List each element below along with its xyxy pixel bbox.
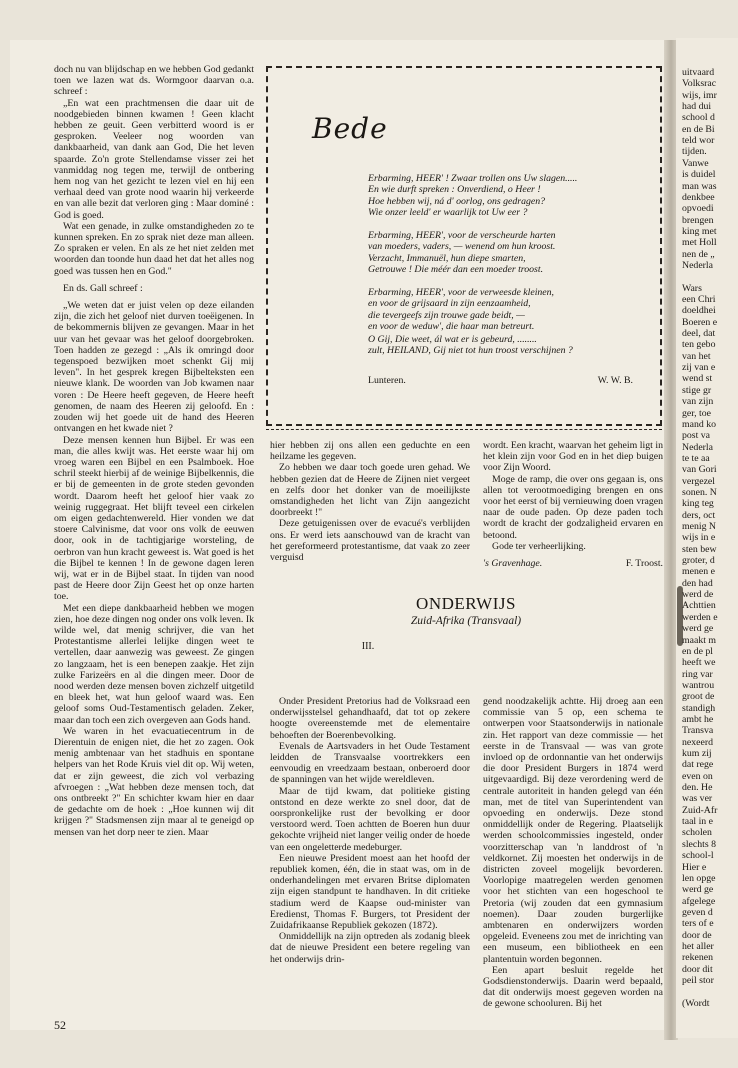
next-page-line: uitvaard — [682, 67, 715, 78]
poem-title: Bede — [312, 112, 388, 145]
next-page-line: Volksrac — [682, 78, 717, 90]
next-page-line: Transva — [682, 725, 714, 737]
next-page-line: wend st — [682, 373, 713, 385]
next-page-line: school d — [682, 112, 715, 124]
next-page-line: wijs, imr — [682, 89, 717, 101]
next-page-line: kum zij — [682, 748, 712, 759]
next-page-line: rekenen — [682, 952, 714, 964]
next-page-line: denkbee — [682, 191, 715, 203]
section-number: III. — [361, 641, 375, 652]
poem-stanza — [368, 287, 658, 333]
next-page-line: van zijn — [682, 396, 714, 408]
next-page-line: werd ge — [682, 623, 714, 635]
poem-line: O Gij, Die weet, ál wat er is gebeurd, ........ — [368, 334, 537, 345]
next-page-line: slechts 8 — [682, 838, 717, 850]
text-column-middle-top — [270, 440, 470, 563]
next-page-line: Nederla — [682, 259, 714, 271]
next-page-line: even on — [682, 770, 713, 782]
poem-line: Wie onzer leeld' er waarlijk tot Uw eer ? — [368, 207, 528, 219]
poem-line: Erbarming, HEER' ! Zwaar trollen ons Uw slagen..... — [368, 173, 578, 184]
next-page-line: taal in e — [682, 816, 714, 828]
next-page-line: Vanwe — [682, 157, 709, 169]
next-page-line: groter, d — [682, 555, 715, 567]
next-page-line: nen de „ — [682, 248, 715, 260]
next-page-line: van Gori — [682, 464, 717, 476]
text-column-middle-bottom — [270, 696, 470, 965]
paragraph: doch nu van blijdschap en we hebben God gedankt toen we lazen wat ds. Wormgoor daarvan o.a. schreef : — [54, 64, 254, 98]
paragraph: Gode ter verheerlijking. — [492, 540, 586, 552]
poem-line: zult, HEILAND, Gij niet tot hun troost verschijnen ? — [368, 345, 573, 357]
next-page-line: heeft we — [682, 657, 716, 669]
paragraph: Maar de tijd kwam, dat politieke gisting ontstond en deze werkte zo snel door, dat de oorspronkelijke rust der bevolking er door verstoord werd. Toen achtten de Boeren hun duur gekochte vrijheid niet langer veilig onder de hoede van een ongeletterde medeburger. — [270, 785, 470, 853]
next-page-line: (Wordt — [682, 997, 710, 1009]
next-page-line: werden e — [682, 611, 718, 623]
paragraph: Deze getuigenissen over de evacué's verblijden ons. Er werd iets aanschouwd van de kracht van het gereformeerd protestantisme, dat vaak zo zeer verguisd — [270, 518, 470, 564]
poem-place: Lunteren. — [368, 375, 406, 386]
next-page-line: van het — [682, 350, 711, 362]
next-page-line: en de pl — [682, 645, 714, 657]
next-page-line: Wars — [682, 282, 702, 294]
next-page-line: geven d — [682, 906, 713, 918]
next-page-line: deel, dat — [682, 328, 716, 340]
poem-line: en voor de grijsaard in zijn eenzaamheid, — [368, 298, 531, 310]
next-page-line: sten bew — [682, 543, 717, 555]
divider-rule — [266, 429, 662, 430]
next-page-line: een Chri — [682, 294, 716, 305]
poem-line: Verzacht, Immanuël, hun diepe smarten, — [368, 252, 526, 264]
paragraph: Een nieuwe President moest aan het hoofd der republiek komen, één, die in staat was, om in de onderhandelingen met ervaren Britse diplomaten zijn eigen standpunt te handhaven. In dit critieke stadium werd de Kaapse oud-minister van Eredienst, Thomas F. Burgers, tot President der Zuidafrikaanse Republiek gekozen (1872). — [270, 852, 470, 932]
paragraph: Met een diepe dankbaarheid hebben we mogen zien, hoe deze dingen nog onder ons volk leven. Ik wilde wel, dat menig schrijver, die van het Protestantisme allerlei lelijke dingen weet te vertellen, daar aanwezig was geweest. Ze gingen zo langzaam, het is een benepen zaakje. Het zijn zulke Farizeërs en al die dingen meer. Door de nood werden deze mensen boven zichzelf uitgetild en bleek het, wat hun geloof waard was. Een geloof soms Oud-Testamentisch geladen. Zeker, maar dan toch een zich overgeven aan Gods hand. — [54, 602, 254, 726]
poem-line: Erbarming, HEER', voor de verscheurde harten — [368, 230, 556, 241]
poem-box — [266, 66, 662, 426]
next-page-line: teld wor — [682, 135, 715, 147]
next-page-line: peil stor — [682, 975, 714, 986]
next-page-line: te te aa — [682, 452, 710, 464]
next-page-line: man was — [682, 180, 717, 192]
article-title: ONDERWIJS — [416, 594, 516, 613]
next-page-line: door dit — [682, 963, 713, 975]
page-number: 52 — [54, 1018, 66, 1032]
next-page-line: school-l — [682, 850, 714, 862]
text-column-right-bottom — [483, 696, 663, 1010]
next-page-line: Boeren e — [682, 316, 718, 328]
paragraph: En ds. Gall schreef : — [63, 282, 143, 294]
next-page-line: had dui — [682, 101, 712, 113]
paragraph: Onder President Pretorius had de Volksraad een onderwijsstelsel gehandhaafd, dat tot op zekere hoogte overeenstemde met de elementaire behoeften der Boerenbevolking. — [270, 696, 470, 741]
text-column-left — [54, 64, 254, 838]
paragraph: Wat een genade, in zulke omstandigheden zo te kunnen spreken. En zo sprak niet deze man alleen. Zo spraken er velen. En als ze het niet zelden met woorden dan toonde hun daad het dat het alles nog goed was tussen hen en God." — [54, 220, 254, 277]
poem-stanza — [368, 334, 658, 357]
article-signature — [483, 558, 663, 569]
poem-line: die tevergeefs zijn trouwe gade beidt, — — [368, 309, 525, 321]
next-page-line: nexeerd — [682, 736, 714, 748]
next-page-line: Zuid-Afr — [682, 804, 718, 816]
poem-line: En wie durft spreken : Onverdiend, o Heer ! — [368, 184, 541, 196]
next-page-line: scholen — [682, 827, 712, 839]
next-page-line: brengen — [682, 214, 714, 226]
paragraph: „We weten dat er juist velen op deze eilanden zijn, die zich het geloof niet durven toeëigenen. In de bekommernis blijven ze gevangen. Maar in het uur van het gevaar was het geloof doorgebroken. Toen hadden ze gezegd : „Als ik omringd door tegenspoed bezwijken moet schenkt Gij mij leven". In het gesprek kregen Bijbelteksten een nieuwe klank. De woorden van Job kwamen naar voren : De Heere heeft gegeven, de Heere heeft genomen, de naam des Heeren zij geloofd. En : zouden wij het goede uit de hand des Heeren ontvangen en het kwade niet ? — [54, 300, 254, 435]
next-page-line: standigh — [682, 702, 716, 714]
paragraph: Moge de ramp, die over ons gegaan is, ons allen tot verootmoediging brengen en ons voor het eerst of bij vernieuwing doen vragen naar de oude paden. Op deze paden toch wordt de kracht der godzaligheid ervaren en betoond. — [483, 473, 663, 541]
paragraph: Deze mensen kennen hun Bijbel. Er was een man, die alles kwijt was. Het eerste waar hij om vroeg waren een Bijbel en een Psalmboek. Hoe schril steekt hierbij af de weinige Bijbelkennis, die er bij de gemeenten in de grote steden gevonden wordt. Daarom heeft het geloof hier vaak zo weinig ruggegraat. Het blijft teveel een cirkelen om eigen gedachtenwereld. Hier vonden we dat stoere Calvinisme, dat voor ons volk de eeuwen door, ook in de tachtigjarige worsteling, de oerbron van hun kracht geweest is. Wat goed is het die Bijbel te kennen ! In de gewone dagen leren wij, wat er in de Bijbel staat. In tijden van nood past de Heere door Zijn Geest het op onze harten toe. — [54, 434, 254, 603]
article-heading — [270, 594, 662, 652]
poem-stanza — [368, 230, 658, 276]
next-page-line: ten gebo — [682, 339, 716, 351]
poem-line: Erbarming, HEER', voor de verweesde kleinen, — [368, 287, 555, 298]
next-page-line: het aller — [682, 940, 714, 952]
next-page-line: den had — [682, 577, 713, 589]
next-page-line: tijden. — [682, 146, 707, 158]
next-page-line: den. He — [682, 782, 713, 794]
next-page-line: door de — [682, 929, 712, 941]
paragraph: wordt. Een kracht, waarvan het geheim ligt in het klein zijn voor God en in het diep buigen voor Zijn Woord. — [483, 440, 663, 474]
next-page-line: Achttien — [682, 600, 716, 612]
signature-place: 's Gravenhage. — [483, 558, 543, 570]
next-page-line: was ver — [682, 793, 713, 805]
next-page-line: menen e — [682, 566, 715, 578]
paragraph: Onmiddellijk na zijn optreden als zodanig bleek dat de nieuwe President een betere regeling van het onderwijs drin- — [270, 931, 470, 965]
article-subtitle: Zuid-Afrika (Transvaal) — [410, 615, 522, 627]
next-page-line: mand ko — [682, 418, 717, 430]
paragraph: „En wat een prachtmensen die daar uit de noodgebieden binnen kwamen ! Geen klacht hebben ze geuit. Geen verbitterd woord is er gesproken. Veeleer nog woorden van dankbaarheid, van dank aan God, Die het leven spaarde. Zo'n grote Stellendamse visser zei het vanmiddag nog tegen me, terwijl de ontbering hem nog van het gezicht te lezen viel en hij een verhaal deed van grote nood waarin hij verkeerde en van alle bezit dat verloren ging : Maar dominé : God is goed. — [54, 97, 254, 221]
signature-author: F. Troost. — [625, 558, 663, 570]
next-page-line: groot de — [682, 691, 715, 703]
paragraph: We waren in het evacuatiecentrum in de Dierentuin de enigen niet, die het zo zagen. Ook menig ambtenaar van het stadhuis en spontane helpers van het Rode Kruis viel dit op. Wij weten, dat er zijn geweest, die zich vol verbazing afvroegen : „Wat hebben deze mensen toch, dat ons ontbreekt ?" En schichter kwam hier en daar de gedachte om de hoek : „Hoe kunnen wij dit krijgen ?" Stadsmensen zijn maar al te geneigd op mensen van het dorp neer te zien. Maar — [54, 725, 254, 838]
next-page-line: ambt he — [682, 713, 714, 725]
next-page-line: wijs in e — [682, 532, 716, 544]
next-page-line: ger, toe — [682, 407, 711, 419]
next-page-line: afgelege — [682, 895, 716, 907]
next-page-line: is duidel — [682, 169, 716, 181]
paragraph: Een apart besluit regelde het Godsdienstonderwijs. Daarin werd bepaald, dat dit onderwijs moest gegeven worden na de gewone schooluren. Bij het — [483, 964, 663, 1010]
paragraph: hier hebben zij ons allen een geduchte en een heilzame les gegeven. — [270, 440, 470, 463]
next-page-line: opvoedi — [682, 203, 714, 215]
next-page-line: dat rege — [682, 759, 714, 771]
next-page-line: werd de — [682, 589, 714, 601]
text-column-right-top — [483, 440, 663, 569]
next-page-line: doeldhei — [682, 305, 716, 317]
next-page-line: wantrou — [682, 679, 715, 691]
poem-line: Getrouwe ! Die méér dan een moeder troost. — [368, 264, 544, 276]
next-page-line: vergezel — [682, 475, 715, 487]
next-page-line: en de Bi — [682, 123, 715, 135]
next-page-line: king met — [682, 225, 717, 237]
poem-stanza — [368, 173, 658, 219]
next-page-line: ring var — [682, 668, 713, 680]
next-page-line: stige gr — [682, 384, 712, 396]
next-page-line: menig N — [682, 521, 717, 532]
paragraph: gend noodzakelijk achtte. Hij droeg aan een commissie van 5 op, een schema te ontwerpen voor Staatsonderwijs in nationale zin. Het rapport van deze commissie — het eerste in de Transvaal — was van grote invloed op de ordonnantie van het onderwijs die door President Burgers in 1874 werd uitgevaardigd. Bij deze verordening werd de centrale autoriteit in handen gelegd van één man, met de titel van Superintendent van opvoeding en onderwijs. Deze stond onmiddellijk onder de Regering. Plaatselijk werden schoolcommissies ingesteld, onder voorzitterschap van 'n landdrost of 'n veldkornet. Zij moesten het onderwijs in de districten zoveel mogelijk bevorderen. Voorlopige maatregelen werden genomen voor het stichten van een hogeschool te Pretoria (wij zouden dat een gymnasium noemen). Daar zouden burgerlijke ambtenaren en onderwijzers worden opgeleid. Eveneens zou met de inrichting van een museum, een bibliotheek en een plantentuin worden begonnen. — [483, 696, 663, 965]
next-page-line: zij van e — [682, 362, 716, 374]
poem-initials: W. W. B. — [597, 375, 633, 386]
poem-line: en voor de weduw', die haar man betreurt. — [368, 321, 535, 333]
next-page-line: sonen. N — [682, 486, 717, 498]
poem-line: Hoe hebben wij, ná d' oorlog, ons gedragen? — [368, 195, 546, 207]
next-page-line: len opge — [682, 872, 716, 884]
next-page-line: king teg — [682, 498, 714, 510]
poem-line: van moeders, vaders, — wenend om hun kroost. — [368, 241, 556, 253]
next-page-line: werd ge — [682, 884, 714, 896]
next-page-line: maakt m — [682, 634, 717, 646]
next-page-line: ders, oct — [682, 509, 716, 521]
next-page-line: Hier e — [682, 861, 707, 873]
next-page-line: ters of e — [682, 918, 714, 930]
next-page-line: met Holl — [682, 237, 717, 249]
next-page-line: Nederla — [682, 441, 714, 453]
poem-signature — [368, 375, 633, 386]
paragraph: Zo hebben we daar toch goede uren gehad. We hebben gezien dat de Heere de Zijnen niet vergeet en zelfs door het donker van de moeilijkste omstandigheden het licht van Zijn aangezicht doorbreekt !" — [270, 462, 470, 519]
next-page-line: post va — [682, 430, 711, 442]
paragraph: Evenals de Aartsvaders in het Oude Testament leidden de Transvaalse voortrekkers een eenvoudig en vreedzaam bestaan, onberoerd door de spanningen van het wijde wereldleven. — [270, 740, 470, 786]
